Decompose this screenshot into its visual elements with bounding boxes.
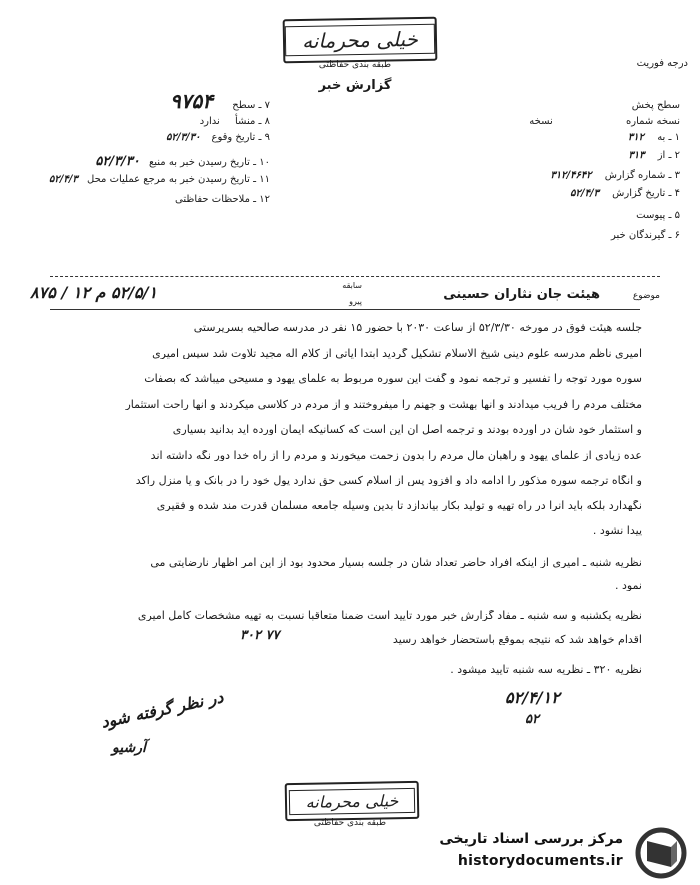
field-origin-value: ندارد (199, 116, 220, 127)
signature-left-sub: آرشیو (112, 740, 146, 756)
archive-watermark (425, 825, 695, 881)
field-copy-number-unit: نسخه (529, 116, 553, 127)
field-ops-date-label: ۱۱ ـ تاریخ رسیدن خبر به مرجع عملیات محل (87, 174, 270, 185)
priority-label: درجه فوریت (636, 58, 688, 69)
remark-sunday-tuesday: نظریه یکشنبه و سه شنبه ـ مفاد گزارش خبر مورد تایید است ضمناً متعاقباً نسبت به تهیه مشخصات کامل امیری (137, 610, 642, 621)
body-line: جلسه هیئت فوق در مورخه ۵۲/۳/۳۰ از ساعت ۲۰۳۰ با حضور ۱۵ نفر در مدرسه صالحیه بسرپرستی (193, 322, 642, 333)
handwritten-number: ۹۷۵۴ (170, 89, 213, 113)
field-origin (200, 116, 270, 127)
subject-row (20, 281, 660, 307)
field-report-number-value: ۳۱۲/۴۶۴۲ (550, 170, 592, 181)
body-line: امیری ناظم مدرسه علوم دینی شیخ الاسلام تشکیل گردید ابتدا آیاتی از کلام اله مجید تلاوت شد سپس امیری (152, 348, 642, 359)
field-report-number (550, 170, 680, 181)
body-line: پیدا نشود . (592, 525, 642, 536)
precedent-label: سابقه (342, 281, 362, 290)
classification-stamp-text: خیلی محرمانه (285, 24, 435, 57)
field-event-date-label: ۹ ـ تاریخ وقوع (211, 132, 270, 143)
field-report-date-label: ۴ ـ تاریخ گزارش (612, 188, 680, 199)
field-to-label: ۱ ـ به (657, 132, 680, 143)
classification-bottom-sub-label: طبقه بندی حفاظتی (313, 818, 387, 828)
handwritten-reference: ۵۲/۵/۱ م ۱۲ / ۸۷۵ (30, 283, 158, 302)
field-event-date-value: ۵۲/۳/۳۰ (166, 132, 201, 143)
archive-logo-icon (635, 827, 687, 879)
archive-center-name: مرکز بررسی اسناد تاریخی (439, 831, 623, 847)
body-line: و آنگاه ترجمه سوره مذکور را ادامه داد و افزود پس از اسلام کسی حق ندارد پول خود را در بانک و یا منزل راکد (135, 475, 642, 486)
field-source-date-label: ۱۰ ـ تاریخ رسیدن خبر به منبع (148, 157, 270, 168)
field-copy-number-label: نسخه شماره (626, 116, 680, 127)
remark-sunday-tuesday-cont: اقدام خواهد شد که نتیجه بموقع باستحضار خواهد رسید (392, 634, 642, 645)
field-report-date-value: ۵۲/۴/۳ (570, 188, 599, 199)
subject-value: هیئت جان نثاران حسینی (443, 287, 600, 302)
section-divider (50, 276, 660, 277)
subject-underline (50, 309, 640, 310)
classification-stamp-bottom-text: خیلی محرمانه (288, 787, 415, 814)
field-to-value: ۳۱۲ (627, 132, 644, 143)
field-attachment: ۵ ـ پیوست (636, 210, 680, 221)
field-source-date (95, 154, 270, 169)
field-from-value: ۳۱۳ (628, 150, 645, 161)
precedent-sub-label: پیرو (349, 297, 362, 306)
field-report-number-label: ۳ ـ شماره گزارش (604, 170, 680, 181)
field-recipients: ۶ ـ گیرندگان خبر (610, 230, 680, 241)
remark-320: نظریه ۳۲۰ ـ نظریه سه شنبه تایید میشود . (450, 664, 642, 675)
field-copy-number (529, 116, 680, 127)
handwritten-date: ۵۲/۴/۱۲ (505, 688, 560, 707)
body-line: مختلف مردم را فریب میدادند و آنها بهشت و جهنم را میفروختند و از مردم در کلاسی میکردند و آنها راحت استثمار (125, 399, 642, 410)
subject-label: موضوع (632, 291, 660, 301)
body-line: و استثمار خود شان در آورده بودند و ترجمه اصل آن این است که کسانیکه ایمان آورده اید بدانید بسیاری (172, 424, 642, 435)
remark-saturday: نظریه شنبه ـ امیری از اینکه افراد حاضر تعداد شان در جلسه بسیار محدود بود از این امر اظهار نارضایتی می (150, 557, 642, 568)
signature-left: در نظر گرفته شود (99, 687, 225, 732)
archive-site: historydocuments.ir (457, 853, 623, 869)
field-ops-date (49, 174, 270, 185)
field-to (628, 132, 680, 143)
classification-sub-label: طبقه بندی حفاظتی (318, 60, 392, 70)
field-from-label: ۲ ـ از (657, 150, 680, 161)
body-line: سوره مورد توجه را تفسیر و ترجمه نمود و گفت این سوره مربوط به علمای یهود و مسیحی میباشد که بصفات (144, 373, 642, 384)
field-distribution: سطح پخش (631, 100, 680, 111)
remark-saturday-cont: نمود . (615, 580, 642, 591)
field-source-date-value: ۵۲/۳/۳۰ (95, 154, 140, 169)
field-report-date (570, 188, 680, 199)
field-ops-date-value: ۵۲/۴/۳ (49, 174, 78, 185)
remark-handwritten-note: ۳۰۲ ۷۷ (240, 628, 280, 643)
field-level: ۷ ـ سطح (232, 100, 270, 111)
field-from (628, 150, 680, 161)
classification-stamp-bottom (285, 781, 420, 821)
body-line: عده زیادی از علمای یهود و راهبان مال مردم را بدون زحمت میخورند و مردم را از راه خدا دور نگه داشته اند (150, 450, 642, 461)
classification-stamp-top (283, 17, 438, 64)
document-title: گزارش خبر (318, 78, 392, 93)
handwritten-date-sub: ۵۲ (525, 712, 539, 727)
field-event-date (166, 132, 270, 143)
body-line: نگهدارد بلکه باید آنرا در راه تهیه و تولید بکار بیاندازد تا بدین وسیله جامعه مسلمان قدرت مند شده و فقیری (156, 500, 642, 511)
field-origin-label: ۸ ـ منشأ (234, 116, 270, 127)
field-security-notes: ۱۲ ـ ملاحظات حفاظتی (175, 194, 270, 205)
